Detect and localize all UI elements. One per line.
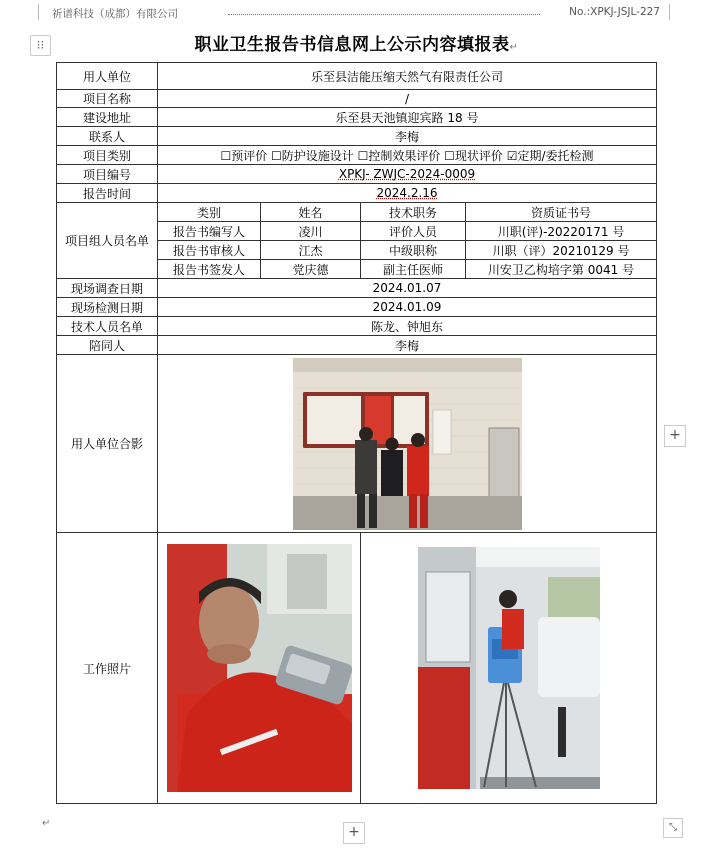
group-photo-label: 用人单位合影: [57, 355, 158, 533]
work-photos-label: 工作照片: [57, 533, 158, 804]
group-photo[interactable]: [293, 358, 522, 530]
group-photo-row: [57, 355, 657, 533]
table-row: [57, 90, 657, 108]
team-header-name: 姓名: [261, 203, 361, 222]
table-row: [57, 298, 657, 317]
member-name[interactable]: 凌川: [261, 222, 361, 241]
table-row: [57, 108, 657, 127]
add-row-plus-icon[interactable]: +: [343, 822, 365, 844]
work-photo-1[interactable]: [167, 544, 352, 792]
page-header: [38, 4, 670, 20]
technicians-value[interactable]: 陈龙、钟旭东: [158, 317, 657, 336]
table-row: [57, 317, 657, 336]
report-time-value[interactable]: 2024.2.16: [158, 184, 657, 203]
table-resize-handle-icon[interactable]: ⤡: [663, 818, 683, 838]
address-value[interactable]: 乐至县天池镇迎宾路 18 号: [158, 108, 657, 127]
table-row: [57, 336, 657, 355]
member-cert[interactable]: 川安卫乙构培字第 0041 号: [466, 260, 657, 279]
test-date-value[interactable]: 2024.01.09: [158, 298, 657, 317]
category-label: 项目类别: [57, 146, 158, 165]
table-row: [57, 165, 657, 184]
member-name[interactable]: 党庆德: [261, 260, 361, 279]
table-row: [57, 146, 657, 165]
member-title[interactable]: 评价人员: [361, 222, 466, 241]
member-cert[interactable]: 川职(评)-20220171 号: [466, 222, 657, 241]
contact-label: 联系人: [57, 127, 158, 146]
member-title[interactable]: 副主任医师: [361, 260, 466, 279]
member-name[interactable]: 江杰: [261, 241, 361, 260]
work-photo-2-image: [418, 547, 600, 789]
project-name-value[interactable]: /: [158, 90, 657, 108]
member-role[interactable]: 报告书审核人: [158, 241, 261, 260]
contact-value[interactable]: 李梅: [158, 127, 657, 146]
page-title: 职业卫生报告书信息网上公示内容填报表↵: [194, 35, 519, 55]
survey-date-value[interactable]: 2024.01.07: [158, 279, 657, 298]
technicians-label: 技术人员名单: [57, 317, 158, 336]
add-column-plus-icon[interactable]: +: [664, 425, 686, 447]
code-label: 项目编号: [57, 165, 158, 184]
category-checkboxes[interactable]: ☐预评价 ☐防护设施设计 ☐控制效果评价 ☐现状评价 ☑定期/委托检测: [158, 146, 657, 165]
team-header-cert: 资质证书号: [466, 203, 657, 222]
work-photo-2[interactable]: [418, 547, 600, 789]
team-header-role: 类别: [158, 203, 261, 222]
work-photos-row: [57, 533, 657, 804]
work-photo-1-image: [167, 544, 352, 792]
companion-label: 陪同人: [57, 336, 158, 355]
report-time-label: 报告时间: [57, 184, 158, 203]
code-value[interactable]: XPKJ- ZWJC-2024-0009: [158, 165, 657, 184]
table-move-handle-icon[interactable]: ⁝⁝: [30, 35, 51, 56]
document-number: No.:XPKJ-JSJL-227: [569, 6, 660, 18]
table-row: [57, 127, 657, 146]
paragraph-mark-icon: ↵: [42, 818, 51, 829]
company-name: 祈谱科技（成都）有限公司: [52, 8, 178, 20]
companion-value[interactable]: 李梅: [158, 336, 657, 355]
test-date-label: 现场检测日期: [57, 298, 158, 317]
address-label: 建设地址: [57, 108, 158, 127]
survey-date-label: 现场调查日期: [57, 279, 158, 298]
table-row: [57, 63, 657, 90]
table-row: [57, 184, 657, 203]
member-role[interactable]: 报告书编写人: [158, 222, 261, 241]
member-title[interactable]: 中级职称: [361, 241, 466, 260]
team-label: 项目组人员名单: [57, 203, 158, 279]
info-table: [56, 62, 657, 804]
team-header-row: [57, 203, 657, 222]
member-cert[interactable]: 川职（评）20210129 号: [466, 241, 657, 260]
member-role[interactable]: 报告书签发人: [158, 260, 261, 279]
employer-label: 用人单位: [57, 63, 158, 90]
table-row: [57, 279, 657, 298]
team-header-title: 技术职务: [361, 203, 466, 222]
employer-value[interactable]: 乐至县洁能压缩天然气有限责任公司: [158, 63, 657, 90]
project-name-label: 项目名称: [57, 90, 158, 108]
group-photo-image: [293, 358, 522, 530]
